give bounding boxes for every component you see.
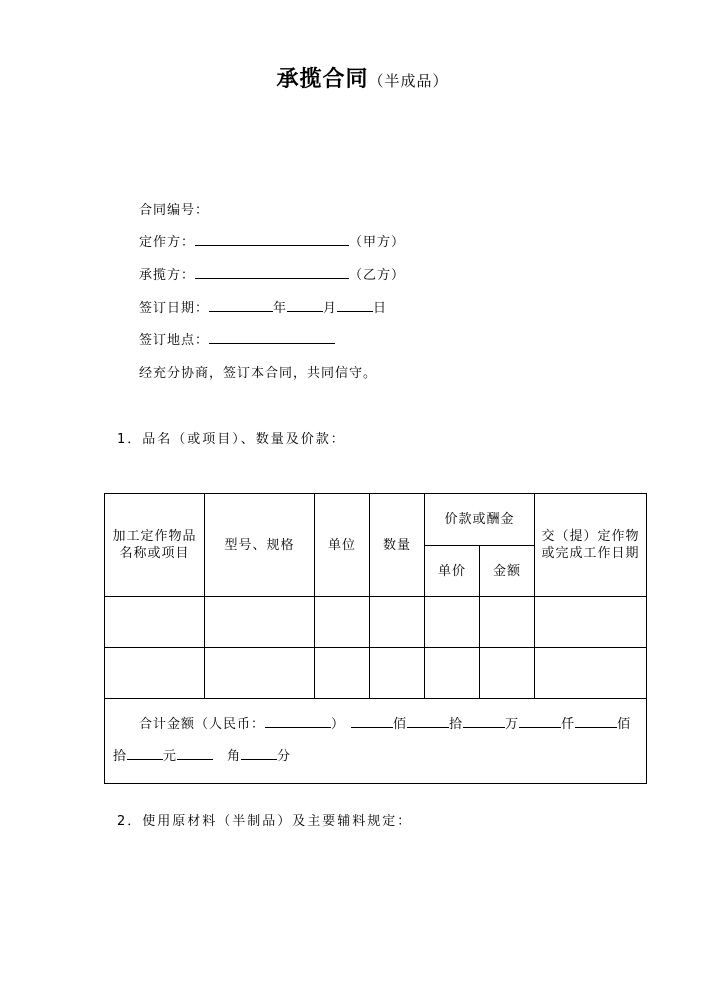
header-delivery-date: 交（提）定作物或完成工作日期	[535, 494, 647, 597]
unit-wan: 万	[505, 717, 520, 732]
cell[interactable]	[105, 597, 205, 648]
total-label: 合计金额（人民币：	[139, 717, 266, 732]
qian-blank[interactable]	[519, 715, 561, 728]
bai-blank[interactable]	[351, 715, 393, 728]
header-quantity: 数量	[370, 494, 425, 597]
sign-place-label: 签订地点：	[139, 333, 210, 348]
unit-bai: 佰	[393, 717, 408, 732]
cell[interactable]	[370, 597, 425, 648]
unit-shi: 拾	[449, 717, 464, 732]
total-amount-cell	[105, 699, 647, 784]
contract-number-label: 合同编号：	[139, 203, 210, 218]
cell[interactable]	[205, 597, 315, 648]
unit-yuan: 元	[163, 749, 178, 764]
total-line-2	[113, 741, 638, 773]
cell[interactable]	[535, 597, 647, 648]
cell[interactable]	[480, 648, 535, 699]
cell[interactable]	[315, 597, 370, 648]
unit-jiao: 角	[227, 749, 242, 764]
header-unit-price: 单价	[425, 546, 480, 597]
cell[interactable]	[425, 597, 480, 648]
cell[interactable]	[480, 597, 535, 648]
party-a-role: （甲方）	[349, 235, 406, 250]
agreement-line	[139, 362, 377, 381]
table-row	[105, 597, 647, 648]
jiao-blank[interactable]	[177, 747, 213, 760]
agreement-text: 经充分协商，签订本合同，共同信守。	[139, 366, 378, 381]
total-close-paren: ）	[331, 717, 346, 732]
header-amount: 金额	[480, 546, 535, 597]
cell[interactable]	[370, 648, 425, 699]
party-a-line	[139, 231, 405, 250]
total-row	[105, 699, 647, 784]
table-row	[105, 648, 647, 699]
unit-fen: 分	[277, 749, 292, 764]
cell[interactable]	[315, 648, 370, 699]
header-price-group: 价款或酬金	[425, 494, 535, 546]
document-title	[0, 62, 725, 93]
sign-date-label: 签订日期：	[139, 301, 210, 316]
header-model: 型号、规格	[205, 494, 315, 597]
month-blank[interactable]	[287, 299, 323, 312]
cell[interactable]	[105, 648, 205, 699]
section-1-heading: 1．品名（或项目）、数量及价款：	[117, 432, 346, 447]
fen-blank[interactable]	[241, 747, 277, 760]
cell[interactable]	[205, 648, 315, 699]
header-item-name: 加工定作物品名称或项目	[105, 494, 205, 597]
bai2-blank[interactable]	[575, 715, 617, 728]
unit-qian: 仟	[561, 717, 576, 732]
year-label: 年	[273, 301, 288, 316]
contract-number-line	[139, 199, 209, 218]
party-b-role: （乙方）	[349, 268, 406, 283]
wan-blank[interactable]	[463, 715, 505, 728]
day-blank[interactable]	[337, 299, 373, 312]
title-main: 承揽合同	[276, 67, 369, 92]
unit-shi-2: 拾	[113, 749, 128, 764]
year-blank[interactable]	[209, 299, 273, 312]
day-label: 日	[373, 301, 388, 316]
sign-date-line	[139, 297, 387, 316]
sign-place-line	[139, 329, 335, 348]
shi-blank[interactable]	[407, 715, 449, 728]
items-table	[104, 493, 647, 784]
unit-bai-2: 佰	[617, 717, 632, 732]
header-unit: 单位	[315, 494, 370, 597]
party-b-label: 承揽方：	[139, 268, 196, 283]
section-2-heading: 2．使用原材料（半制品）及主要辅料规定：	[117, 814, 413, 829]
cell[interactable]	[535, 648, 647, 699]
party-a-label: 定作方：	[139, 235, 196, 250]
total-line-1	[113, 709, 638, 741]
party-b-line	[139, 264, 405, 283]
party-a-blank[interactable]	[195, 233, 349, 246]
title-sub: （半成品）	[368, 72, 449, 90]
month-label: 月	[323, 301, 338, 316]
total-figure-blank[interactable]	[265, 715, 331, 728]
yuan-blank[interactable]	[127, 747, 163, 760]
place-blank[interactable]	[209, 331, 335, 344]
cell[interactable]	[425, 648, 480, 699]
party-b-blank[interactable]	[195, 266, 349, 279]
